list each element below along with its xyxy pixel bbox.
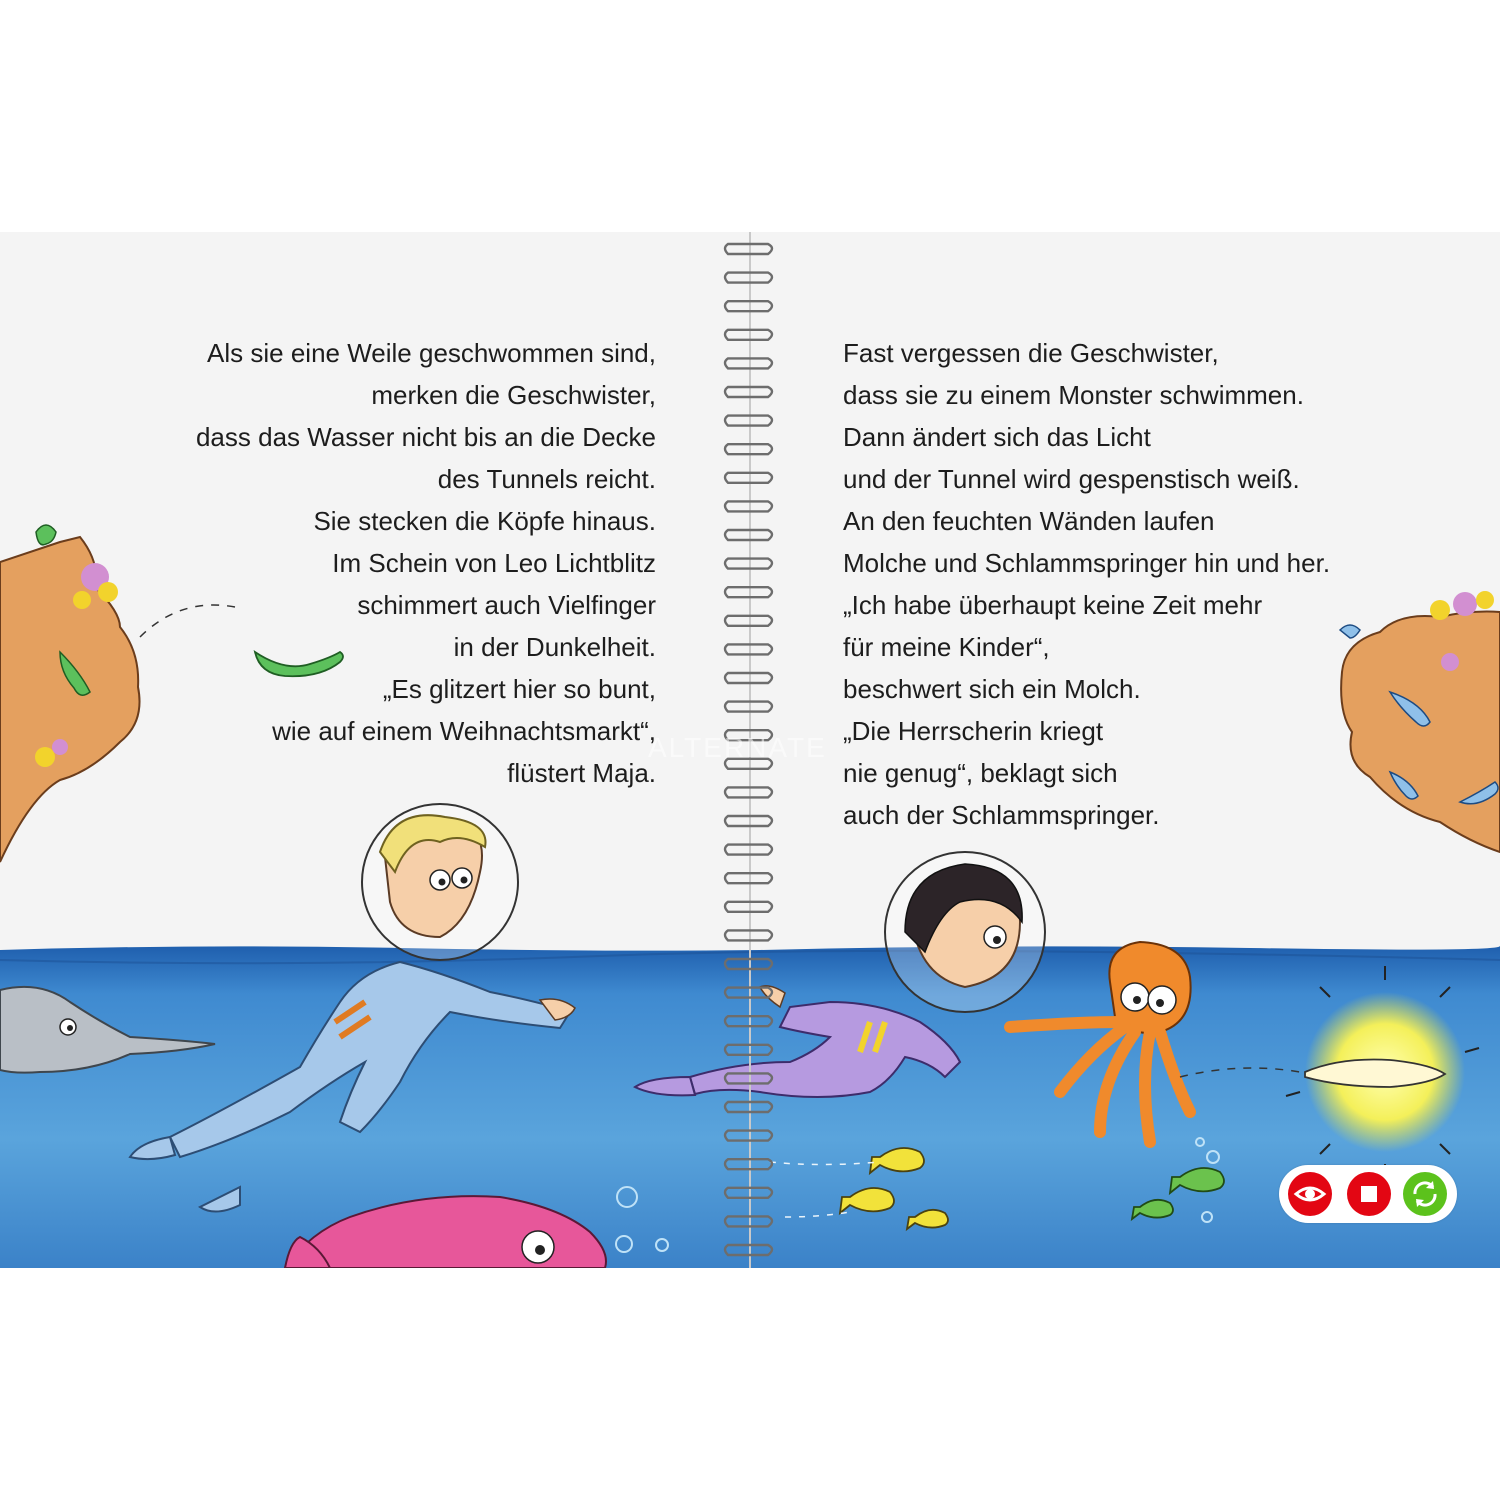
- repeat-icon: [1403, 1172, 1447, 1216]
- watermark: ALTERNATE: [648, 732, 827, 763]
- binding-ring: [725, 358, 772, 368]
- audio-controls: [1279, 1165, 1457, 1223]
- book-spread: [0, 232, 1500, 1268]
- text-line: „Es glitzert hier so bunt,: [382, 674, 656, 704]
- eye-icon: [1288, 1172, 1332, 1216]
- text-line: „Die Herrscherin kriegt: [843, 716, 1104, 746]
- text-line: nie genug“, beklagt sich: [843, 758, 1118, 788]
- text-line: Sie stecken die Köpfe hinaus.: [313, 506, 656, 536]
- text-line: Als sie eine Weile geschwommen sind,: [207, 338, 656, 368]
- right-page-text: [843, 332, 1443, 836]
- binding-ring: [725, 816, 772, 826]
- binding-ring: [725, 473, 772, 483]
- text-line: merken die Geschwister,: [371, 380, 656, 410]
- text-line: dass sie zu einem Monster schwimmen.: [843, 380, 1304, 410]
- binding-ring: [725, 416, 772, 426]
- text-line: und der Tunnel wird gespenstisch weiß.: [843, 464, 1300, 494]
- binding-ring: [725, 644, 772, 654]
- text-line: des Tunnels reicht.: [437, 464, 656, 494]
- binding-ring: [725, 501, 772, 511]
- binding-ring: [725, 530, 772, 540]
- text-line: beschwert sich ein Molch.: [843, 674, 1141, 704]
- text-line: Fast vergessen die Geschwister,: [843, 338, 1219, 368]
- text-line: in der Dunkelheit.: [453, 632, 656, 662]
- text-line: auch der Schlammspringer.: [843, 800, 1160, 830]
- binding-ring: [725, 873, 772, 883]
- binding-ring: [725, 444, 772, 454]
- text-line: flüstert Maja.: [507, 758, 656, 788]
- read-button[interactable]: [1288, 1172, 1332, 1216]
- binding-ring: [725, 301, 772, 311]
- text-line: für meine Kinder“,: [843, 632, 1050, 662]
- binding-ring: [725, 616, 772, 626]
- text-line: Im Schein von Leo Lichtblitz: [332, 548, 656, 578]
- binding-ring: [725, 673, 772, 683]
- left-page-text: [96, 332, 656, 794]
- text-line: dass das Wasser nicht bis an die Decke: [195, 422, 656, 452]
- text-line: Dann ändert sich das Licht: [843, 422, 1151, 452]
- binding-ring: [725, 587, 772, 597]
- stop-button[interactable]: [1347, 1172, 1391, 1216]
- text-line: schimmert auch Vielfinger: [357, 590, 656, 620]
- binding-ring: [725, 702, 772, 712]
- text-line: wie auf einem Weihnachtsmarkt“,: [272, 716, 656, 746]
- binding-ring: [725, 330, 772, 340]
- text-line: „Ich habe überhaupt keine Zeit mehr: [843, 590, 1263, 620]
- binding-ring: [725, 930, 772, 940]
- text-line: Molche und Schlammspringer hin und her.: [843, 548, 1331, 578]
- binding-ring: [725, 787, 772, 797]
- binding-ring: [725, 559, 772, 569]
- binding-ring: [725, 273, 772, 283]
- binding-ring: [725, 845, 772, 855]
- binding-ring: [725, 244, 772, 254]
- binding-ring: [725, 902, 772, 912]
- text-line: An den feuchten Wänden laufen: [843, 506, 1215, 536]
- binding-ring: [725, 387, 772, 397]
- repeat-button[interactable]: [1403, 1172, 1447, 1216]
- stop-icon: [1347, 1172, 1391, 1216]
